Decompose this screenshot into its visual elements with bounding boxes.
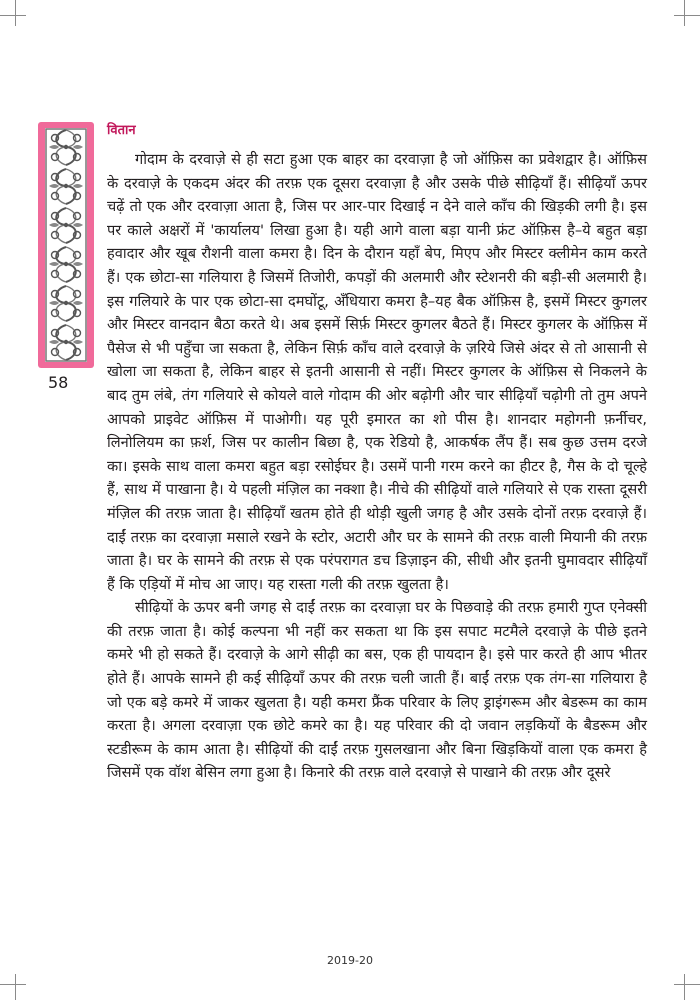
floral-border-icon <box>45 128 87 362</box>
floral-border-ornament <box>38 122 94 368</box>
footer-year: 2019-20 <box>327 954 373 967</box>
paragraph: गोदाम के दरवाज़े से ही सटा हुआ एक बाहर का दरवाज़ा है जो ऑफ़िस का प्रवेशद्वार है। ऑफ़िस के दरवाज़े के एकदम अंदर की तरफ़ एक दूसरा दरवाज़ा है और उसके पीछे सीढ़ियाँ हैं। सीढ़ियाँ ऊपर चढ़ें तो एक और दरवाज़ा आता है, जिस पर आर-पार दिखाई न देने वाले काँच की खिड़की लगी है। इस पर काले अक्षरों में 'कार्यालय' लिखा हुआ है। यही आगे वाला बड़ा यानी फ्रंट ऑफ़िस है–ये बहुत बड़ा हवादार और खूब रौशनी वाला कमरा है। दिन के दौरान यहाँ बेप, मिएप और मिस्टर क्लीमेन काम करते हैं। एक छोटा-सा गलियारा है जिसमें तिजोरी, कपड़ों की अलमारी और स्टेशनरी की बड़ी-सी अलमारी है। इस गलियारे के पार एक छोटा-सा दमघोंटू, अँधियारा कमरा है–यह बैक ऑफ़िस है, इसमें मिस्टर कुगलर और मिस्टर वानदान बैठा करते थे। अब इसमें सिर्फ़ मिस्टर कुगलर बैठते हैं। मिस्टर कुगलर के ऑफ़िस में पैसेज से भी पहुँचा जा सकता है, लेकिन सिर्फ़ काँच वाले दरवाज़े के ज़रिये जिसे अंदर से तो आसानी से खोला जा सकता है, लेकिन बाहर से इतनी आसानी से नहीं। मिस्टर कुगलर के ऑफ़िस से निकलने के बाद तुम लंबे, तंग गलियारे से कोयले वाले गोदाम की ओर बढ़ोगी और चार सीढ़ियाँ चढ़ोगी तो तुम अपने आपको प्राइवेट ऑफ़िस में पाओगी। यह पूरी इमारत का शो पीस है। शानदार महोगनी फ़र्नीचर, लिनोलियम का फ़र्श, जिस पर कालीन बिछा है, एक रेडियो है, आकर्षक लैंप हैं। सब कुछ उत्तम दरजे का। इसके साथ वाला कमरा बहुत बड़ा रसोईघर है। उसमें पानी गरम करने का हीटर है, गैस के दो चूल्हे हैं, साथ में पाखाना है। ये पहली मंज़िल का नक्शा है। नीचे की सीढ़ियों वाले गलियारे से एक रास्ता दूसरी मंज़िल की तरफ़ जाता है। सीढ़ियाँ खतम होते ही थोड़ी खुली जगह है और उसके दोनों तरफ़ दरवाज़े हैं। दाईं तरफ़ का दरवाज़ा मसाले रखने के स्टोर, अटारी और घर के सामने की तरफ़ वाली मियानी की तरफ़ जाता है। घर के सामने की तरफ़ से एक परंपरागत डच डिज़ाइन की, सीधी और इतनी घुमावदार सीढ़ियाँ हैं कि एड़ियों में मोच आ जाए। यह रास्ता गली की तरफ़ खुलता है। <box>107 151 647 593</box>
crop-mark <box>15 974 16 1000</box>
paragraph: सीढ़ियों के ऊपर बनी जगह से दाईं तरफ़ का दरवाज़ा घर के पिछवाड़े की तरफ़ हमारी गुप्त एनेक्सी की तरफ़ जाता है। कोई कल्पना भी नहीं कर सकता था कि इस सपाट मटमैले दरवाज़े के पीछे इतने कमरे भी हो सकते हैं। दरवाज़े के आगे सीढ़ी का बस, एक ही पायदान है। इसे पार करते ही आप भीतर होते हैं। आपके सामने ही कई सीढ़ियाँ ऊपर की तरफ़ चली जाती हैं। बाईं तरफ़ एक तंग-सा गलियारा है जो एक बड़े कमरे में जाकर खुलता है। यही कमरा फ्रैंक परिवार के लिए ड्राइंगरूम और बेडरूम का काम करता है। अगला दरवाज़ा एक छोटे कमरे का है। यह परिवार की दो जवान लड़कियों के बैडरूम और स्टडीरूम के काम आता है। सीढ़ियों की दाईं तरफ़ गुसलखाना और बिना खिड़कियों वाला एक कमरा है जिसमें एक वॉश बेसिन लगा हुआ है। किनारे की तरफ़ वाले दरवाज़े से पाखाने की तरफ़ और दूसरे <box>107 599 647 782</box>
page-number: 58 <box>48 373 69 392</box>
running-title: वितान <box>107 123 136 138</box>
crop-mark <box>684 974 685 1000</box>
crop-mark <box>684 0 685 26</box>
crop-mark <box>674 15 700 16</box>
body-text <box>107 148 647 785</box>
crop-mark <box>15 0 16 26</box>
crop-mark <box>0 984 26 985</box>
crop-mark <box>0 15 26 16</box>
crop-mark <box>674 984 700 985</box>
